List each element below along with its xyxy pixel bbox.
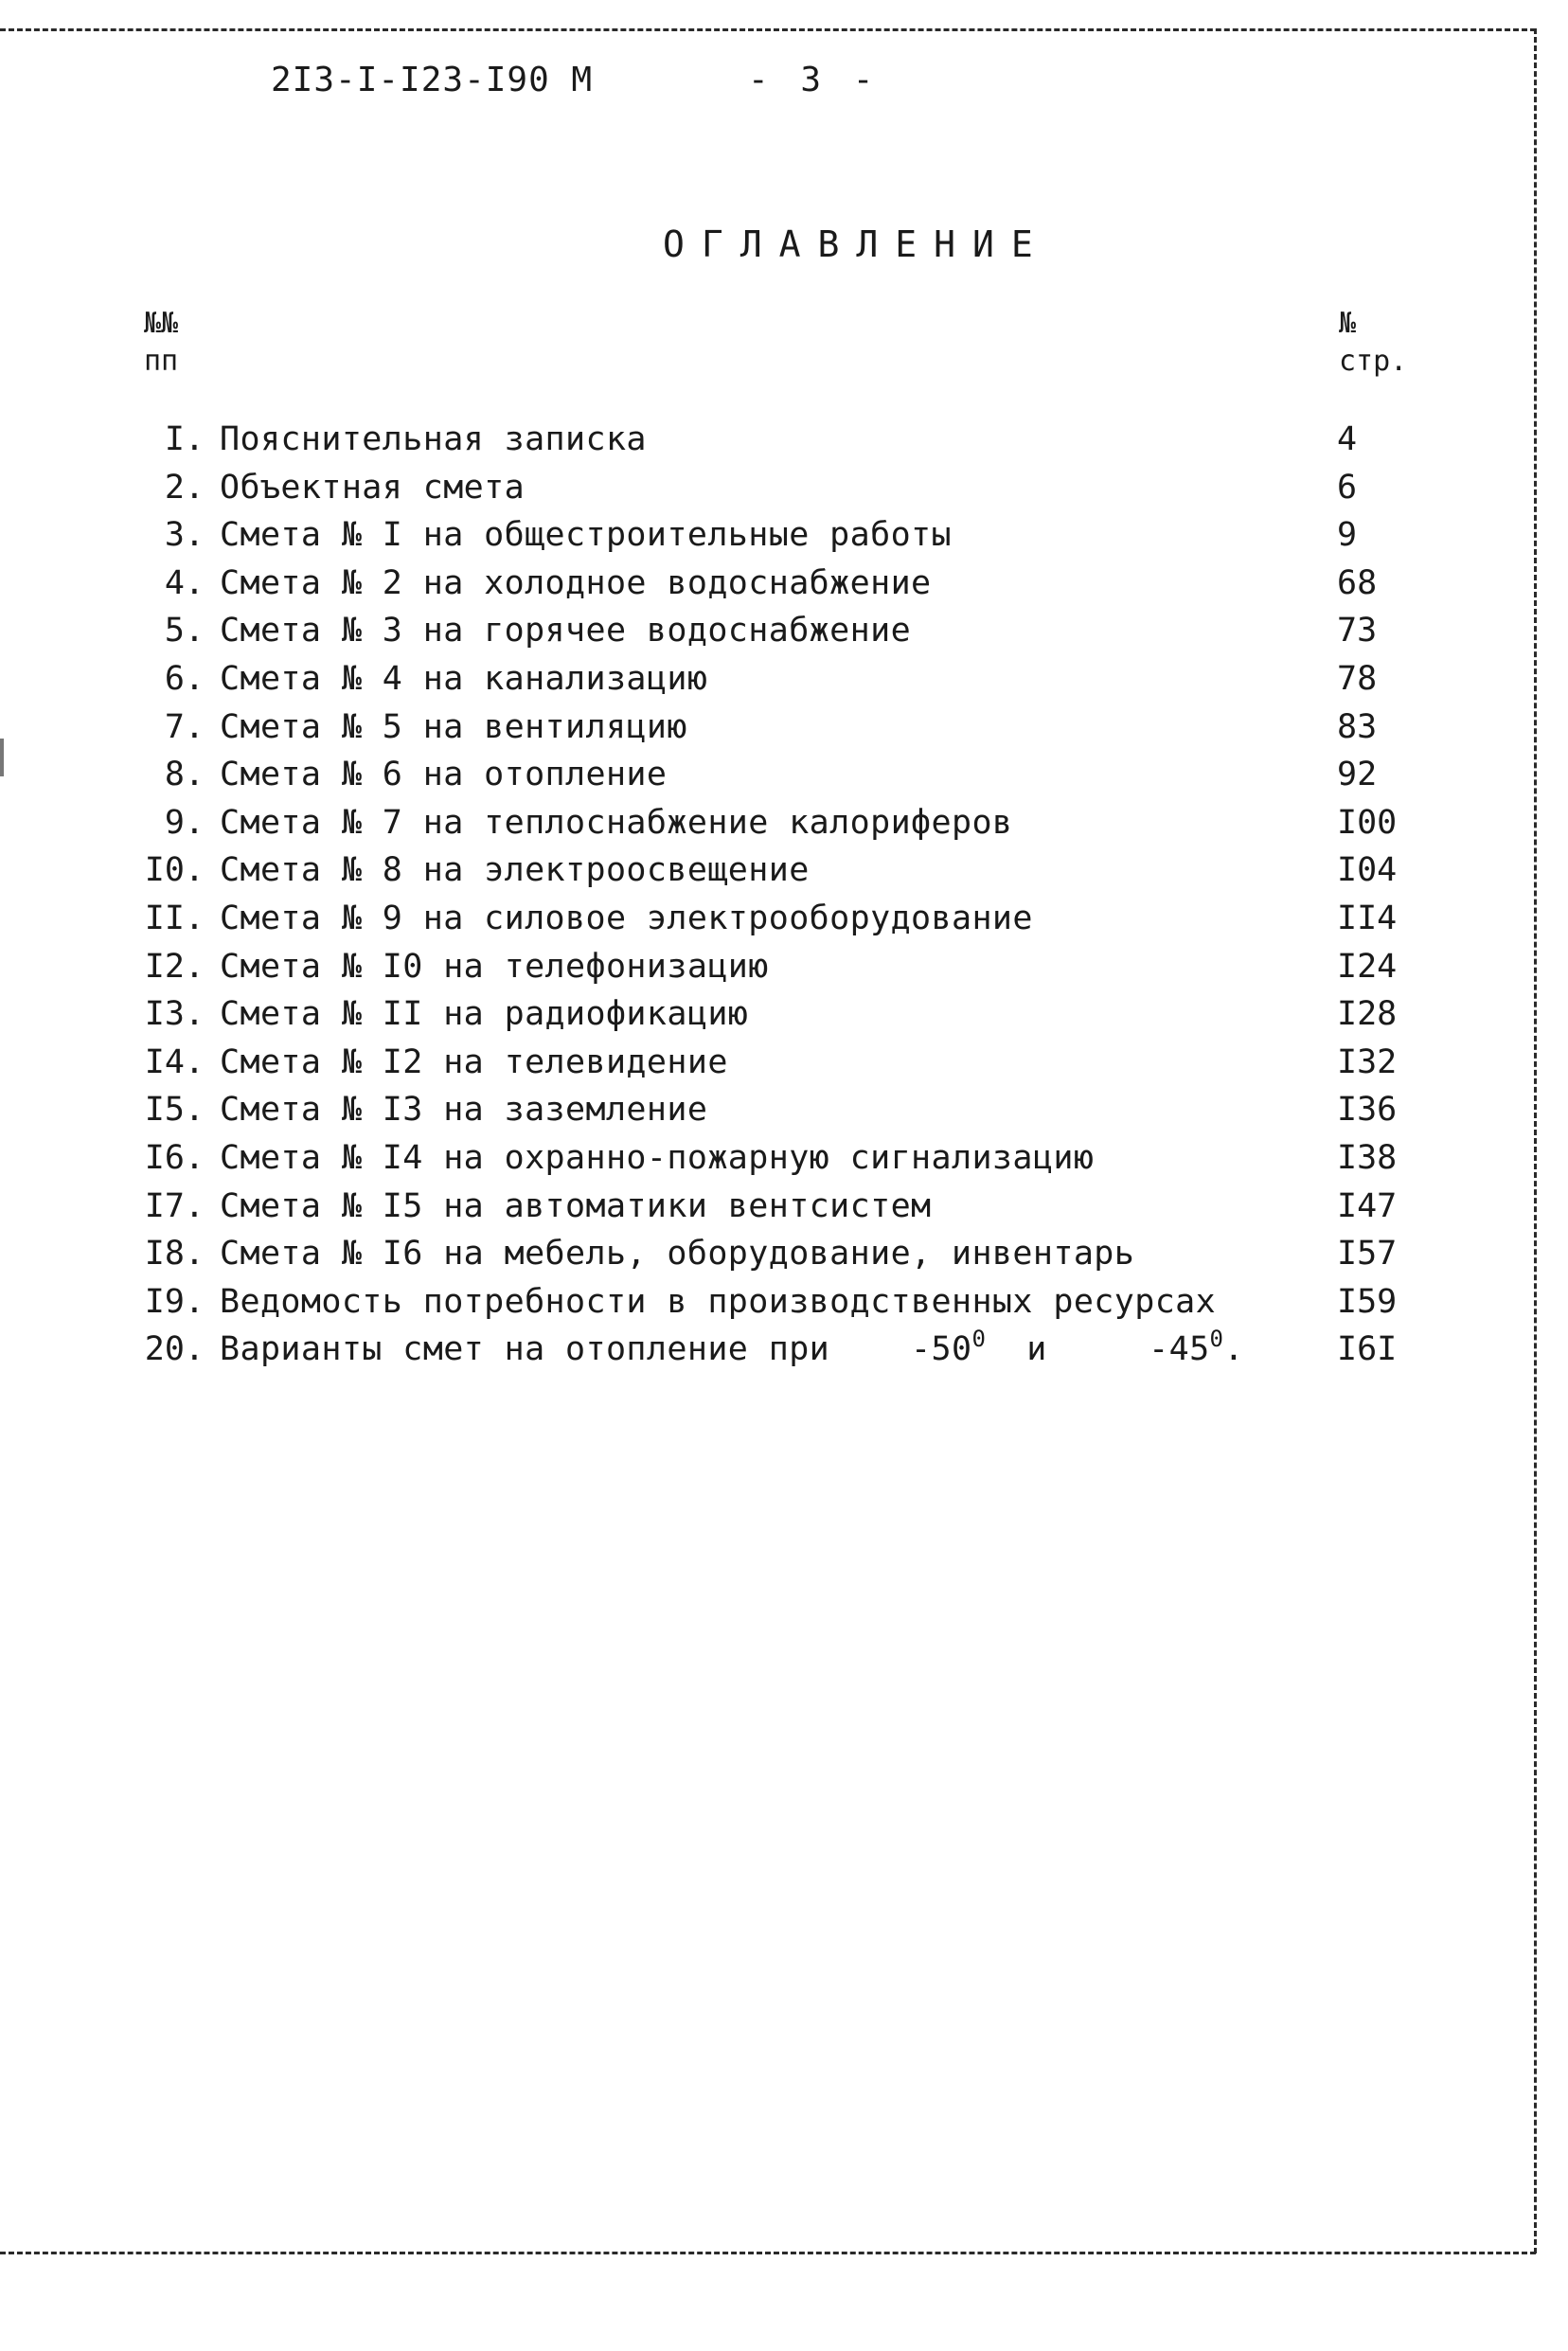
document-code: 2I3-I-I23-I90 М — [271, 61, 594, 99]
toc-entry-number: I5. — [144, 1091, 205, 1130]
toc-entry-page: I59 — [1337, 1282, 1398, 1321]
toc-entry-title-text: Варианты смет на отопление при — [220, 1330, 830, 1369]
column-header-page-number-line1: № — [1339, 307, 1357, 340]
toc-entry — [142, 846, 1420, 895]
toc-entry-number: 3. — [164, 516, 205, 555]
toc-entry-title: Смета № I на общестроительные работы — [220, 516, 952, 555]
toc-entry — [142, 511, 1420, 560]
toc-entry-title: Ведомость потребности в производственных ресурсах — [220, 1282, 1217, 1321]
toc-entry — [142, 1278, 1420, 1327]
toc-entry-title: Пояснительная записка — [220, 420, 647, 458]
toc-list — [142, 416, 1420, 1374]
toc-entry-number: I3. — [144, 995, 205, 1034]
toc-entry-page: 92 — [1337, 756, 1378, 794]
column-header-item-number-line2: пп — [144, 345, 179, 378]
toc-entry-number: 9. — [164, 803, 205, 842]
toc-entry-page: 83 — [1337, 707, 1378, 746]
toc-entry-number: I6. — [144, 1138, 205, 1177]
degree-sign-2: 0 — [1209, 1326, 1224, 1353]
toc-entry-page: I32 — [1337, 1042, 1398, 1081]
sentence-end: . — [1223, 1330, 1244, 1369]
toc-entry-number: 2. — [164, 468, 205, 507]
toc-entry-page: I24 — [1337, 947, 1398, 986]
degree-sign-1: 0 — [971, 1326, 987, 1353]
toc-entry-title: Смета № I3 на заземление — [220, 1091, 708, 1130]
toc-entry-number: 5. — [164, 612, 205, 650]
toc-entry-number: 8. — [164, 756, 205, 794]
toc-entry-page: 68 — [1337, 563, 1378, 602]
scan-edge-mark — [0, 739, 4, 776]
toc-entry-number: 4. — [164, 563, 205, 602]
conjunction: и — [1026, 1330, 1047, 1369]
column-header-page-number — [1339, 305, 1407, 381]
toc-entry — [142, 464, 1420, 512]
page-number: - 3 - — [748, 61, 880, 99]
toc-entry-title: Смета № 3 на горячее водоснабжение — [220, 612, 912, 650]
toc-entry-page: 6 — [1337, 468, 1358, 507]
toc-entry — [142, 655, 1420, 704]
toc-entry-page: I47 — [1337, 1186, 1398, 1225]
toc-entry — [142, 416, 1420, 464]
toc-entry-page: I00 — [1337, 803, 1398, 842]
frame-right-dashed-line — [1534, 28, 1537, 2253]
temperature-2: -45 — [1149, 1330, 1210, 1369]
toc-entry-title: Объектная смета — [220, 468, 526, 507]
toc-entry — [142, 560, 1420, 608]
toc-entry-page: I6I — [1337, 1330, 1398, 1369]
toc-entry-number: I2. — [144, 947, 205, 986]
frame-bottom-dashed-line — [0, 2252, 1536, 2254]
toc-entry-page: 73 — [1337, 612, 1378, 650]
toc-entry-title: Смета № II на радиофикацию — [220, 995, 749, 1034]
column-header-item-number — [144, 305, 178, 381]
toc-entry-title: Смета № 7 на теплоснабжение калориферов — [220, 803, 1013, 842]
toc-entry-number: I8. — [144, 1235, 205, 1273]
toc-entry-title: Смета № 6 на отопление — [220, 756, 668, 794]
toc-entry — [142, 943, 1420, 991]
toc-entry-title: Смета № 2 на холодное водоснабжение — [220, 563, 932, 602]
toc-entry-title: Смета № I4 на охранно-пожарную сигнализацию — [220, 1138, 1095, 1177]
toc-entry — [142, 1183, 1420, 1231]
toc-entry — [142, 751, 1420, 799]
column-header-item-number-line1: №№ — [144, 307, 179, 340]
toc-entry-page: I28 — [1337, 995, 1398, 1034]
toc-entry-page: I57 — [1337, 1235, 1398, 1273]
toc-entry-number: I9. — [144, 1282, 205, 1321]
frame-top-dashed-line — [0, 28, 1536, 31]
toc-entry-number: 7. — [164, 707, 205, 746]
temperature-1: -50 — [911, 1330, 972, 1369]
toc-entry-page: I04 — [1337, 851, 1398, 890]
toc-entry-title: Смета № 4 на канализацию — [220, 659, 708, 698]
toc-entry-number: 6. — [164, 659, 205, 698]
toc-entry-page: 4 — [1337, 420, 1358, 458]
toc-entry-number: I4. — [144, 1042, 205, 1081]
toc-entry — [142, 895, 1420, 943]
toc-entry-page: I38 — [1337, 1138, 1398, 1177]
toc-entry — [142, 1039, 1420, 1087]
toc-entry-page: II4 — [1337, 899, 1398, 937]
toc-entry-page: 78 — [1337, 659, 1378, 698]
toc-entry — [142, 607, 1420, 655]
toc-entry-title: Смета № 8 на электроосвещение — [220, 851, 810, 890]
toc-entry-title: Смета № I0 на телефонизацию — [220, 947, 769, 986]
toc-entry-number: I. — [164, 420, 205, 458]
toc-title: ОГЛАВЛЕНИЕ — [663, 223, 1050, 265]
toc-entry-page: 9 — [1337, 516, 1358, 555]
toc-entry-number: I0. — [144, 851, 205, 890]
toc-entry-title: Смета № I6 на мебель, оборудование, инвентарь — [220, 1235, 1135, 1273]
column-header-page-number-line2: стр. — [1339, 345, 1408, 378]
toc-entry — [142, 1230, 1420, 1278]
toc-entry — [142, 799, 1420, 847]
toc-entry-number: 20. — [144, 1330, 205, 1369]
toc-entry-title: Смета № I5 на автоматики вентсистем — [220, 1186, 932, 1225]
toc-entry-title — [220, 1326, 1244, 1373]
toc-entry-number: I7. — [144, 1186, 205, 1225]
toc-entry-page: I36 — [1337, 1091, 1398, 1130]
toc-entry-number: II. — [144, 899, 205, 937]
toc-entry — [142, 990, 1420, 1039]
toc-entry-last — [142, 1326, 1420, 1374]
toc-entry — [142, 1086, 1420, 1134]
toc-entry — [142, 704, 1420, 752]
toc-entry-title: Смета № I2 на телевидение — [220, 1042, 728, 1081]
toc-entry-title: Смета № 9 на силовое электрооборудование — [220, 899, 1033, 937]
toc-entry — [142, 1134, 1420, 1183]
toc-entry-title: Смета № 5 на вентиляцию — [220, 707, 687, 746]
